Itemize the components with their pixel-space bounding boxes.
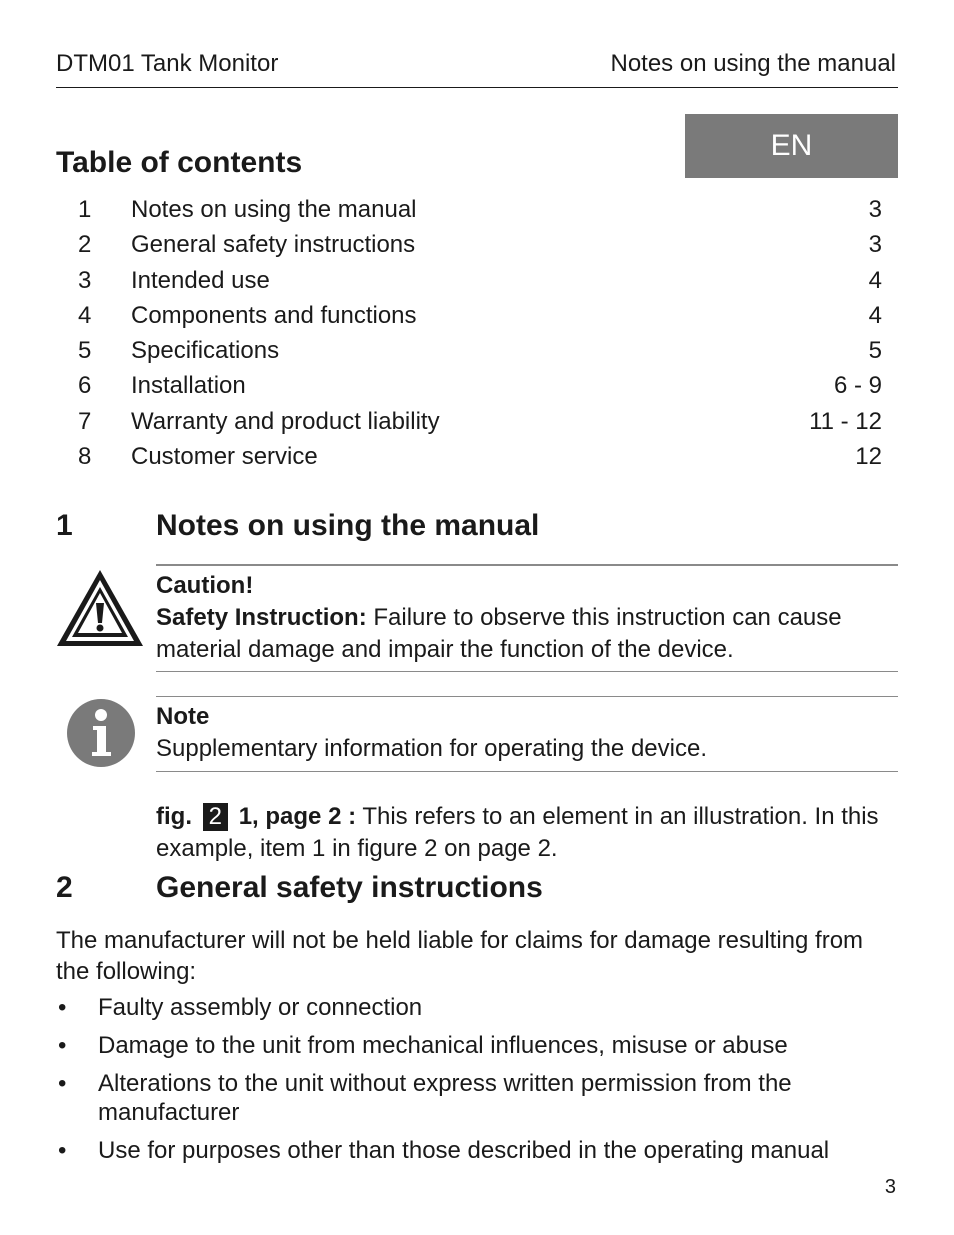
toc-entry-label: Warranty and product liability <box>131 407 440 435</box>
header-title: DTM01 Tank Monitor <box>56 50 279 77</box>
figure-reference-explanation <box>156 801 898 865</box>
section-2-title: General safety instructions <box>156 871 543 904</box>
bullet-icon: • <box>58 994 67 1021</box>
toc-entry[interactable] <box>56 227 882 262</box>
caution-text <box>156 602 898 666</box>
fig-number-tag: 2 <box>203 803 228 831</box>
toc-entry-label: Components and functions <box>131 301 417 329</box>
toc-entry-number: 2 <box>78 231 92 259</box>
section-1-number: 1 <box>56 509 73 542</box>
bullet-icon: • <box>58 1032 67 1059</box>
toc-entry-page: 12 <box>855 443 882 471</box>
toc-entry-page: 5 <box>868 337 882 365</box>
toc-entry-label: Intended use <box>131 266 270 294</box>
toc-entry-label: Specifications <box>131 337 280 365</box>
toc-entry[interactable] <box>56 333 882 368</box>
list-item-text: Use for purposes other than those described in the operating manual <box>98 1137 830 1164</box>
toc-entry[interactable] <box>56 404 882 439</box>
caution-lead: Safety Instruction: <box>156 604 367 631</box>
toc-entry-label: Customer service <box>131 443 318 471</box>
toc-list <box>56 192 882 474</box>
toc-entry-number: 1 <box>78 196 92 223</box>
warning-icon <box>55 568 145 648</box>
fig-explanation-text: This refers to an element in an illustration. In this example, item 1 in figure 2 on page 2. <box>156 803 879 862</box>
toc-entry-label: General safety instructions <box>131 231 416 259</box>
section-2-number: 2 <box>56 871 73 904</box>
toc-entry[interactable] <box>56 368 882 403</box>
toc-entry-page: 11 - 12 <box>809 407 882 435</box>
section-1-title: Notes on using the manual <box>156 509 540 542</box>
note-text: Supplementary information for operating the device. <box>156 735 707 762</box>
caution-body: Failure to observe this instruction can cause material damage and impair the function of the device. <box>156 604 842 663</box>
toc-entry-number: 8 <box>78 443 92 471</box>
note-bottom-rule <box>156 771 898 772</box>
page-number: 3 <box>884 1176 896 1198</box>
list-item <box>56 993 896 1022</box>
fig-prefix: fig. <box>156 803 192 830</box>
section-2-intro: The manufacturer will not be held liable for claims for damage resulting from the following: <box>56 927 864 985</box>
toc-entry[interactable] <box>56 192 882 227</box>
toc-entry-number: 5 <box>78 337 92 365</box>
toc-entry-page: 6 - 9 <box>833 372 882 400</box>
toc-entry-page: 3 <box>868 231 882 259</box>
toc-entry[interactable] <box>56 439 882 474</box>
toc-title: Table of contents <box>56 146 303 179</box>
caution-bottom-rule <box>156 671 898 672</box>
list-item-text: Faulty assembly or connection <box>98 994 423 1021</box>
caution-top-rule <box>156 564 898 566</box>
note-block <box>156 701 898 765</box>
note-top-rule <box>156 696 898 697</box>
caution-heading: Caution! <box>156 572 254 599</box>
note-heading: Note <box>156 703 210 730</box>
toc-entry-number: 3 <box>78 266 92 294</box>
info-icon <box>66 698 136 768</box>
toc-entry-label: Installation <box>131 372 246 400</box>
toc-entry-label: Notes on using the manual <box>131 196 417 223</box>
toc-entry-page: 3 <box>868 196 882 223</box>
list-item-text: Damage to the unit from mechanical influences, misuse or abuse <box>98 1032 788 1059</box>
toc-entry-number: 7 <box>78 407 92 435</box>
header-section: Notes on using the manual <box>610 50 896 77</box>
liability-list <box>56 993 896 1174</box>
toc-entry-number: 4 <box>78 301 92 329</box>
fig-item-reference: 1, page 2 : <box>238 803 357 830</box>
toc-entry-number: 6 <box>78 372 92 400</box>
language-tab: EN <box>685 114 898 178</box>
caution-block <box>156 570 898 666</box>
toc-entry-page: 4 <box>868 266 882 294</box>
list-item <box>56 1069 896 1127</box>
list-item <box>56 1136 896 1165</box>
bullet-icon: • <box>58 1137 67 1164</box>
header-divider <box>56 87 898 88</box>
toc-entry[interactable] <box>56 263 882 298</box>
bullet-icon: • <box>58 1070 67 1097</box>
list-item-text: Alterations to the unit without express written permission from the manufacturer <box>98 1070 792 1126</box>
toc-entry-page: 4 <box>868 301 882 329</box>
list-item <box>56 1031 896 1060</box>
toc-entry[interactable] <box>56 298 882 333</box>
